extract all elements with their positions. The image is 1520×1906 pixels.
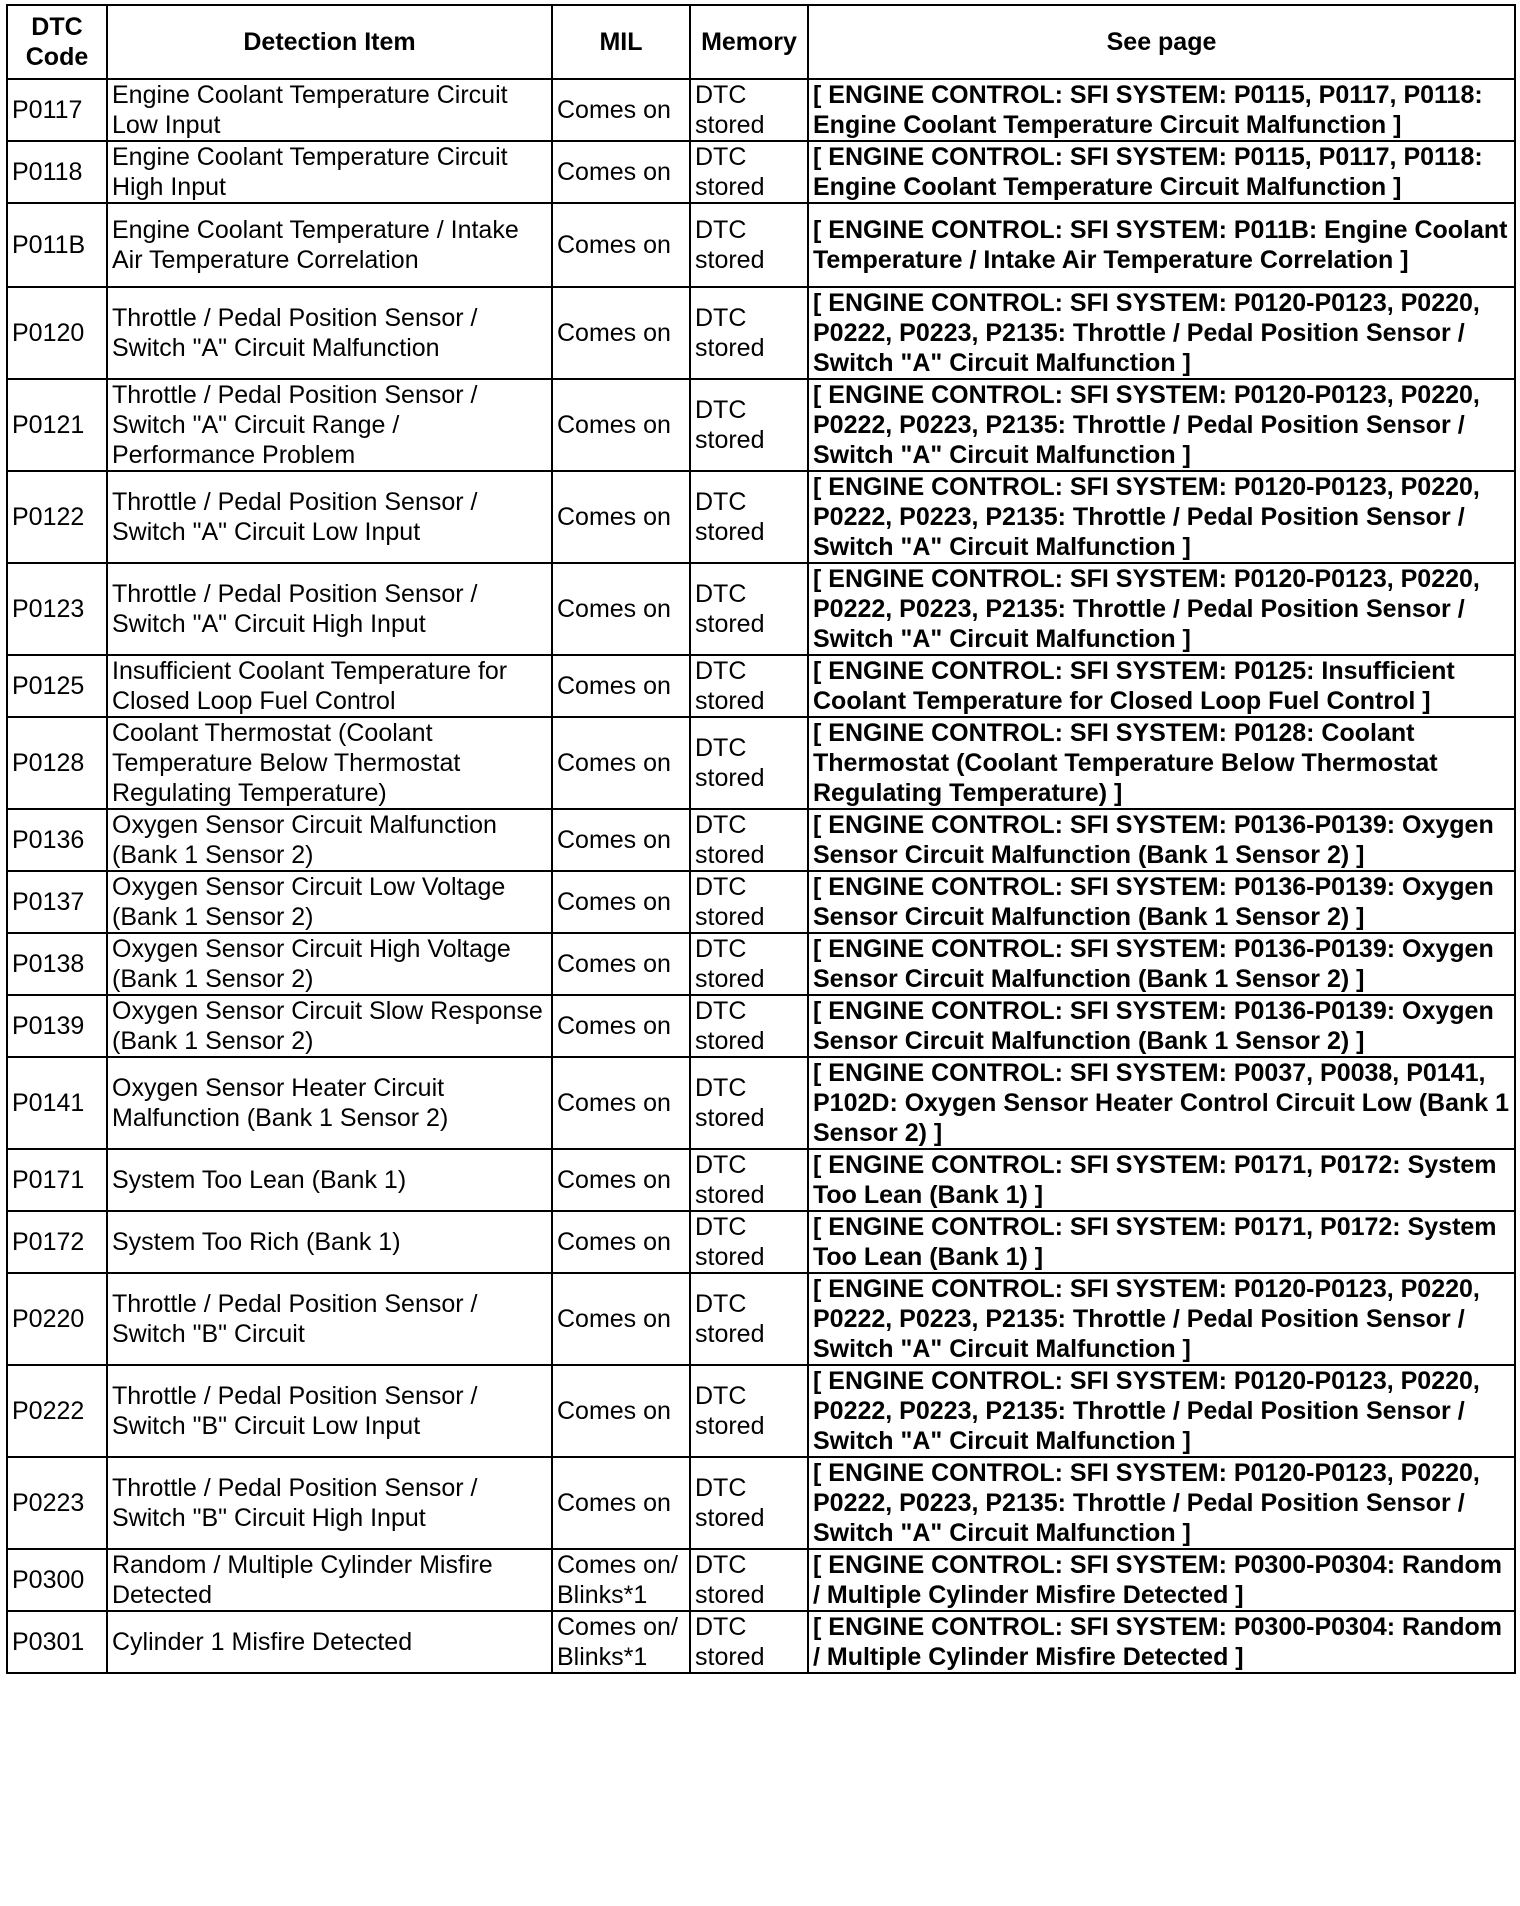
dtc-code-cell: P0301 bbox=[7, 1611, 107, 1673]
dtc-code-cell: P0223 bbox=[7, 1457, 107, 1549]
table-row bbox=[7, 933, 1515, 995]
table-row bbox=[7, 287, 1515, 379]
memory-cell: DTC stored bbox=[690, 471, 808, 563]
see-page-link[interactable]: [ ENGINE CONTROL: SFI SYSTEM: P0115, P0117, P0118: Engine Coolant Temperature Circuit Malfunction ] bbox=[808, 141, 1515, 203]
table-row bbox=[7, 717, 1515, 809]
see-page-link[interactable]: [ ENGINE CONTROL: SFI SYSTEM: P0136-P0139: Oxygen Sensor Circuit Malfunction (Bank 1 Sensor 2) ] bbox=[808, 933, 1515, 995]
mil-cell: Comes on/ Blinks*1 bbox=[552, 1549, 690, 1611]
mil-cell: Comes on bbox=[552, 655, 690, 717]
table-row bbox=[7, 1149, 1515, 1211]
detection-item-cell: Coolant Thermostat (Coolant Temperature Below Thermostat Regulating Temperature) bbox=[107, 717, 552, 809]
mil-cell: Comes on bbox=[552, 809, 690, 871]
memory-cell: DTC stored bbox=[690, 203, 808, 287]
mil-cell: Comes on bbox=[552, 717, 690, 809]
memory-cell: DTC stored bbox=[690, 1611, 808, 1673]
detection-item-cell: Throttle / Pedal Position Sensor / Switch "B" Circuit High Input bbox=[107, 1457, 552, 1549]
memory-cell: DTC stored bbox=[690, 871, 808, 933]
dtc-code-cell: P011B bbox=[7, 203, 107, 287]
memory-cell: DTC stored bbox=[690, 717, 808, 809]
dtc-code-cell: P0137 bbox=[7, 871, 107, 933]
memory-cell: DTC stored bbox=[690, 1365, 808, 1457]
detection-item-cell: Engine Coolant Temperature / Intake Air Temperature Correlation bbox=[107, 203, 552, 287]
dtc-table bbox=[6, 4, 1516, 1674]
detection-item-cell: Throttle / Pedal Position Sensor / Switch "A" Circuit Malfunction bbox=[107, 287, 552, 379]
dtc-code-cell: P0220 bbox=[7, 1273, 107, 1365]
table-row bbox=[7, 1457, 1515, 1549]
memory-cell: DTC stored bbox=[690, 1211, 808, 1273]
table-row bbox=[7, 471, 1515, 563]
mil-cell: Comes on bbox=[552, 1365, 690, 1457]
detection-item-cell: Oxygen Sensor Circuit Slow Response (Bank 1 Sensor 2) bbox=[107, 995, 552, 1057]
detection-item-cell: Random / Multiple Cylinder Misfire Detected bbox=[107, 1549, 552, 1611]
mil-cell: Comes on bbox=[552, 79, 690, 141]
dtc-code-cell: P0120 bbox=[7, 287, 107, 379]
detection-item-cell: Cylinder 1 Misfire Detected bbox=[107, 1611, 552, 1673]
dtc-code-cell: P0125 bbox=[7, 655, 107, 717]
table-row bbox=[7, 1365, 1515, 1457]
mil-cell: Comes on/ Blinks*1 bbox=[552, 1611, 690, 1673]
mil-cell: Comes on bbox=[552, 1057, 690, 1149]
mil-cell: Comes on bbox=[552, 1211, 690, 1273]
table-row bbox=[7, 79, 1515, 141]
dtc-code-cell: P0300 bbox=[7, 1549, 107, 1611]
detection-item-cell: Throttle / Pedal Position Sensor / Switch "A" Circuit Low Input bbox=[107, 471, 552, 563]
dtc-code-cell: P0138 bbox=[7, 933, 107, 995]
detection-item-cell: Oxygen Sensor Circuit Low Voltage (Bank 1 Sensor 2) bbox=[107, 871, 552, 933]
memory-cell: DTC stored bbox=[690, 287, 808, 379]
table-row bbox=[7, 203, 1515, 287]
see-page-link[interactable]: [ ENGINE CONTROL: SFI SYSTEM: P0136-P0139: Oxygen Sensor Circuit Malfunction (Bank 1 Sensor 2) ] bbox=[808, 871, 1515, 933]
table-row bbox=[7, 1273, 1515, 1365]
detection-item-cell: Engine Coolant Temperature Circuit Low Input bbox=[107, 79, 552, 141]
dtc-code-cell: P0172 bbox=[7, 1211, 107, 1273]
mil-cell: Comes on bbox=[552, 1273, 690, 1365]
memory-cell: DTC stored bbox=[690, 655, 808, 717]
mil-cell: Comes on bbox=[552, 563, 690, 655]
see-page-link[interactable]: [ ENGINE CONTROL: SFI SYSTEM: P0115, P0117, P0118: Engine Coolant Temperature Circuit Malfunction ] bbox=[808, 79, 1515, 141]
memory-cell: DTC stored bbox=[690, 1549, 808, 1611]
see-page-link[interactable]: [ ENGINE CONTROL: SFI SYSTEM: P0136-P0139: Oxygen Sensor Circuit Malfunction (Bank 1 Sensor 2) ] bbox=[808, 809, 1515, 871]
table-header-row bbox=[7, 5, 1515, 79]
memory-cell: DTC stored bbox=[690, 809, 808, 871]
see-page-link[interactable]: [ ENGINE CONTROL: SFI SYSTEM: P0120-P0123, P0220, P0222, P0223, P2135: Throttle / Pedal Position Sensor / Switch "A" Circuit Malfunction ] bbox=[808, 1273, 1515, 1365]
see-page-link[interactable]: [ ENGINE CONTROL: SFI SYSTEM: P0120-P0123, P0220, P0222, P0223, P2135: Throttle / Pedal Position Sensor / Switch "A" Circuit Malfunction ] bbox=[808, 471, 1515, 563]
mil-cell: Comes on bbox=[552, 1149, 690, 1211]
mil-cell: Comes on bbox=[552, 471, 690, 563]
see-page-link[interactable]: [ ENGINE CONTROL: SFI SYSTEM: P0120-P0123, P0220, P0222, P0223, P2135: Throttle / Pedal Position Sensor / Switch "A" Circuit Malfunction ] bbox=[808, 1457, 1515, 1549]
dtc-code-cell: P0136 bbox=[7, 809, 107, 871]
memory-cell: DTC stored bbox=[690, 563, 808, 655]
detection-item-cell: Throttle / Pedal Position Sensor / Switch "B" Circuit bbox=[107, 1273, 552, 1365]
see-page-link[interactable]: [ ENGINE CONTROL: SFI SYSTEM: P0120-P0123, P0220, P0222, P0223, P2135: Throttle / Pedal Position Sensor / Switch "A" Circuit Malfunction ] bbox=[808, 287, 1515, 379]
detection-item-cell: Oxygen Sensor Circuit High Voltage (Bank 1 Sensor 2) bbox=[107, 933, 552, 995]
dtc-code-cell: P0222 bbox=[7, 1365, 107, 1457]
dtc-code-cell: P0117 bbox=[7, 79, 107, 141]
detection-item-cell: System Too Lean (Bank 1) bbox=[107, 1149, 552, 1211]
dtc-code-cell: P0118 bbox=[7, 141, 107, 203]
dtc-code-cell: P0141 bbox=[7, 1057, 107, 1149]
table-row bbox=[7, 1611, 1515, 1673]
header-mil: MIL bbox=[552, 5, 690, 79]
mil-cell: Comes on bbox=[552, 141, 690, 203]
memory-cell: DTC stored bbox=[690, 933, 808, 995]
detection-item-cell: Oxygen Sensor Heater Circuit Malfunction (Bank 1 Sensor 2) bbox=[107, 1057, 552, 1149]
mil-cell: Comes on bbox=[552, 1457, 690, 1549]
table-row bbox=[7, 1211, 1515, 1273]
table-row bbox=[7, 141, 1515, 203]
detection-item-cell: Throttle / Pedal Position Sensor / Switch "B" Circuit Low Input bbox=[107, 1365, 552, 1457]
see-page-link[interactable]: [ ENGINE CONTROL: SFI SYSTEM: P0171, P0172: System Too Lean (Bank 1) ] bbox=[808, 1211, 1515, 1273]
table-row bbox=[7, 655, 1515, 717]
header-detection-item: Detection Item bbox=[107, 5, 552, 79]
header-memory: Memory bbox=[690, 5, 808, 79]
see-page-link[interactable]: [ ENGINE CONTROL: SFI SYSTEM: P011B: Engine Coolant Temperature / Intake Air Temperature Correlation ] bbox=[808, 203, 1515, 287]
see-page-link[interactable]: [ ENGINE CONTROL: SFI SYSTEM: P0300-P0304: Random / Multiple Cylinder Misfire Detected ] bbox=[808, 1549, 1515, 1611]
mil-cell: Comes on bbox=[552, 995, 690, 1057]
see-page-link[interactable]: [ ENGINE CONTROL: SFI SYSTEM: P0128: Coolant Thermostat (Coolant Temperature Below Thermostat Regulating Temperature) ] bbox=[808, 717, 1515, 809]
memory-cell: DTC stored bbox=[690, 1273, 808, 1365]
see-page-link[interactable]: [ ENGINE CONTROL: SFI SYSTEM: P0300-P0304: Random / Multiple Cylinder Misfire Detected ] bbox=[808, 1611, 1515, 1673]
table-row bbox=[7, 809, 1515, 871]
table-row bbox=[7, 871, 1515, 933]
memory-cell: DTC stored bbox=[690, 1057, 808, 1149]
see-page-link[interactable]: [ ENGINE CONTROL: SFI SYSTEM: P0171, P0172: System Too Lean (Bank 1) ] bbox=[808, 1149, 1515, 1211]
see-page-link[interactable]: [ ENGINE CONTROL: SFI SYSTEM: P0120-P0123, P0220, P0222, P0223, P2135: Throttle / Pedal Position Sensor / Switch "A" Circuit Malfunction ] bbox=[808, 563, 1515, 655]
table-body bbox=[7, 79, 1515, 1673]
detection-item-cell: Insufficient Coolant Temperature for Closed Loop Fuel Control bbox=[107, 655, 552, 717]
header-see-page: See page bbox=[808, 5, 1515, 79]
mil-cell: Comes on bbox=[552, 287, 690, 379]
mil-cell: Comes on bbox=[552, 933, 690, 995]
dtc-code-cell: P0128 bbox=[7, 717, 107, 809]
detection-item-cell: Throttle / Pedal Position Sensor / Switch "A" Circuit High Input bbox=[107, 563, 552, 655]
dtc-code-cell: P0123 bbox=[7, 563, 107, 655]
see-page-link[interactable]: [ ENGINE CONTROL: SFI SYSTEM: P0037, P0038, P0141, P102D: Oxygen Sensor Heater Control Circuit Low (Bank 1 Sensor 2) ] bbox=[808, 1057, 1515, 1149]
memory-cell: DTC stored bbox=[690, 1457, 808, 1549]
dtc-code-cell: P0139 bbox=[7, 995, 107, 1057]
table-row bbox=[7, 995, 1515, 1057]
memory-cell: DTC stored bbox=[690, 995, 808, 1057]
memory-cell: DTC stored bbox=[690, 1149, 808, 1211]
mil-cell: Comes on bbox=[552, 871, 690, 933]
memory-cell: DTC stored bbox=[690, 141, 808, 203]
detection-item-cell: System Too Rich (Bank 1) bbox=[107, 1211, 552, 1273]
mil-cell: Comes on bbox=[552, 379, 690, 471]
see-page-link[interactable]: [ ENGINE CONTROL: SFI SYSTEM: P0120-P0123, P0220, P0222, P0223, P2135: Throttle / Pedal Position Sensor / Switch "A" Circuit Malfunction ] bbox=[808, 1365, 1515, 1457]
detection-item-cell: Throttle / Pedal Position Sensor / Switch "A" Circuit Range / Performance Problem bbox=[107, 379, 552, 471]
see-page-link[interactable]: [ ENGINE CONTROL: SFI SYSTEM: P0136-P0139: Oxygen Sensor Circuit Malfunction (Bank 1 Sensor 2) ] bbox=[808, 995, 1515, 1057]
table-row bbox=[7, 563, 1515, 655]
dtc-table-container bbox=[6, 4, 1514, 1674]
table-row bbox=[7, 1549, 1515, 1611]
see-page-link[interactable]: [ ENGINE CONTROL: SFI SYSTEM: P0125: Insufficient Coolant Temperature for Closed Loop Fuel Control ] bbox=[808, 655, 1515, 717]
memory-cell: DTC stored bbox=[690, 79, 808, 141]
detection-item-cell: Engine Coolant Temperature Circuit High Input bbox=[107, 141, 552, 203]
dtc-code-cell: P0121 bbox=[7, 379, 107, 471]
detection-item-cell: Oxygen Sensor Circuit Malfunction (Bank 1 Sensor 2) bbox=[107, 809, 552, 871]
see-page-link[interactable]: [ ENGINE CONTROL: SFI SYSTEM: P0120-P0123, P0220, P0222, P0223, P2135: Throttle / Pedal Position Sensor / Switch "A" Circuit Malfunction ] bbox=[808, 379, 1515, 471]
mil-cell: Comes on bbox=[552, 203, 690, 287]
table-row bbox=[7, 1057, 1515, 1149]
dtc-code-cell: P0122 bbox=[7, 471, 107, 563]
dtc-code-cell: P0171 bbox=[7, 1149, 107, 1211]
table-row bbox=[7, 379, 1515, 471]
memory-cell: DTC stored bbox=[690, 379, 808, 471]
header-dtc-code: DTC Code bbox=[7, 5, 107, 79]
